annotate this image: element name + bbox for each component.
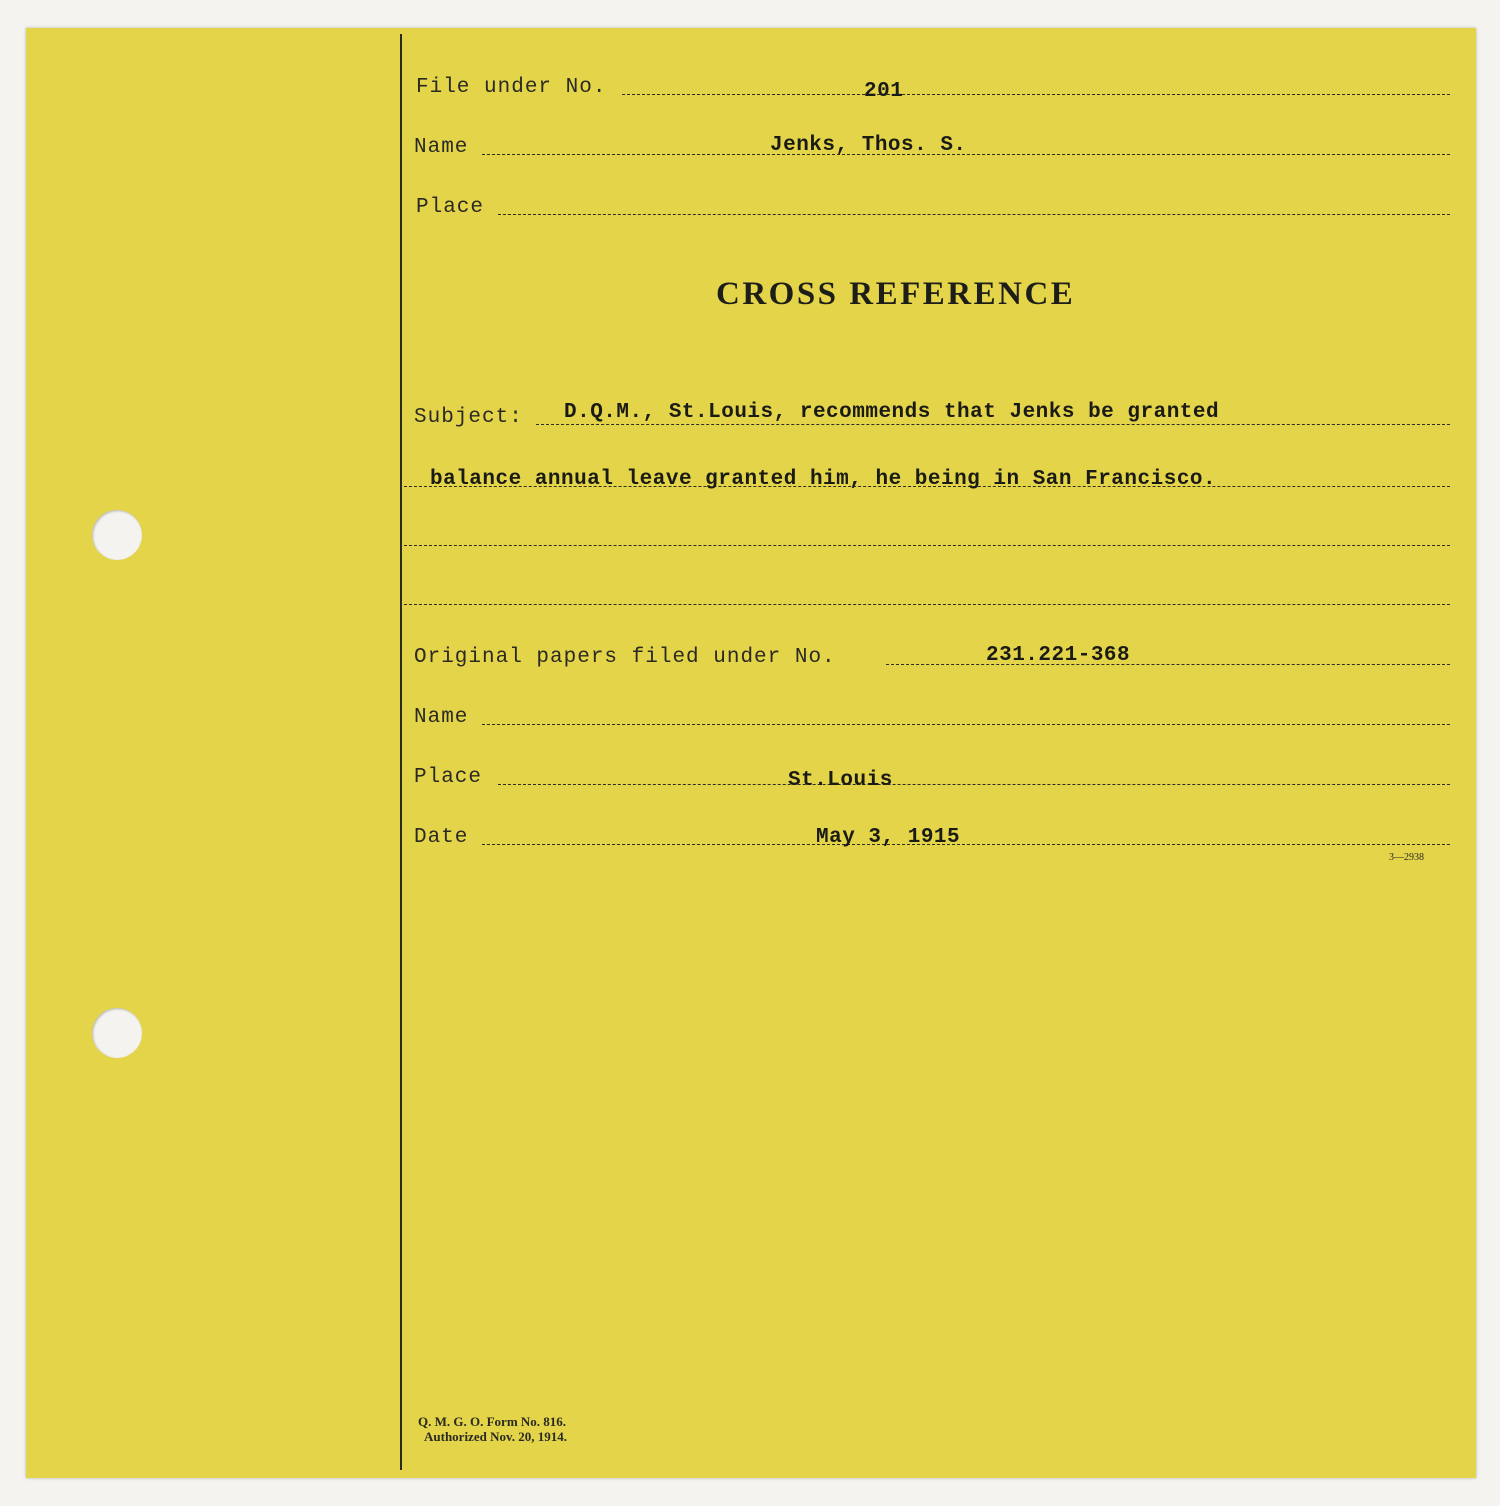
page-title: CROSS REFERENCE — [716, 276, 1076, 312]
form-footer — [418, 1414, 567, 1444]
original-name-label: Name — [414, 706, 469, 729]
subject-line-1 — [536, 424, 1450, 425]
date-value: May 3, 1915 — [816, 826, 961, 849]
name-value: Jenks, Thos. S. — [770, 134, 967, 157]
original-place-value: St.Louis — [788, 769, 893, 792]
footer-form-number: Q. M. G. O. Form No. 816. — [418, 1414, 567, 1429]
original-papers-label: Original papers filed under No. — [414, 646, 836, 669]
original-place-label: Place — [414, 766, 483, 789]
original-name-line — [482, 724, 1450, 725]
original-papers-value: 231.221-368 — [986, 644, 1131, 667]
form-code: 3—2938 — [1389, 852, 1424, 863]
place-line — [498, 214, 1450, 215]
file-under-value: 201 — [864, 80, 904, 103]
subject-text-line-1: D.Q.M., St.Louis, recommends that Jenks be granted — [564, 401, 1220, 424]
original-place-line — [498, 784, 1450, 785]
punch-hole-top — [92, 510, 142, 560]
file-under-line — [622, 94, 1450, 95]
margin-rule — [400, 34, 402, 1470]
original-papers-line — [886, 664, 1450, 665]
blank-line-2 — [404, 604, 1450, 605]
place-label: Place — [416, 196, 485, 219]
subject-label: Subject: — [414, 406, 523, 429]
cross-reference-card — [26, 28, 1476, 1478]
date-line — [482, 844, 1450, 845]
file-under-label: File under No. — [416, 76, 607, 99]
name-label: Name — [414, 136, 469, 159]
subject-text-line-2: balance annual leave granted him, he being in San Francisco. — [430, 468, 1217, 491]
blank-line-1 — [404, 545, 1450, 546]
footer-authorized: Authorized Nov. 20, 1914. — [424, 1429, 567, 1444]
punch-hole-bottom — [92, 1008, 142, 1058]
date-label: Date — [414, 826, 469, 849]
